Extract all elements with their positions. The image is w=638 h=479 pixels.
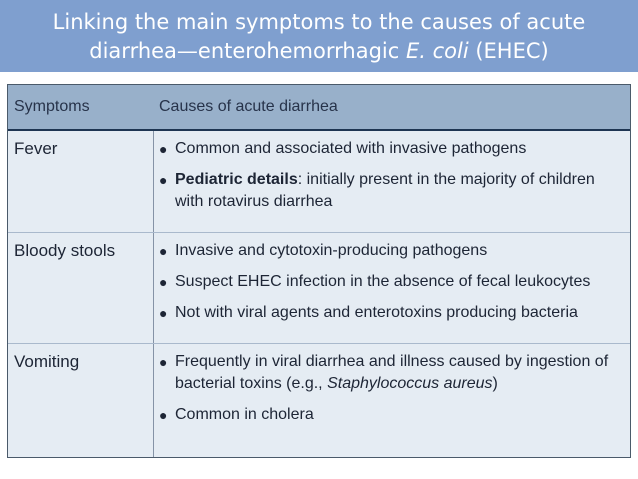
- bullet-icon: ●: [159, 274, 168, 290]
- cause-text: Common in cholera: [175, 406, 314, 423]
- bullet-icon: ●: [159, 354, 168, 370]
- symptom-cell: Bloody stools: [14, 241, 116, 260]
- cause-item: [159, 138, 624, 160]
- table-row-vomiting: [8, 344, 630, 458]
- causes-list: [159, 138, 624, 222]
- symptom-cell: Vomiting: [14, 352, 80, 371]
- cause-item: [159, 351, 624, 395]
- symptom-cell: Fever: [14, 139, 58, 158]
- table-header: [8, 85, 630, 131]
- slide-title-suffix: (EHEC): [468, 39, 549, 63]
- column-header-causes: Causes of acute diarrhea: [159, 98, 338, 115]
- column-header-symptoms: Symptoms: [14, 98, 90, 115]
- bullet-icon: ●: [159, 172, 168, 188]
- cause-text-after: ): [492, 375, 498, 392]
- cause-item: [159, 169, 624, 213]
- cause-item: [159, 240, 624, 262]
- cause-item: [159, 271, 624, 293]
- slide-title-text: diarrhea—enterohemorrhagic: [89, 39, 406, 63]
- cause-bold-label: Pediatric details: [175, 171, 298, 188]
- table-row-fever: [8, 131, 630, 233]
- cause-text: Frequently in viral diarrhea and illness caused by ingestion of bacterial toxins (e.g.,: [175, 353, 609, 392]
- bullet-icon: ●: [159, 243, 168, 259]
- slide-title-line2: [0, 37, 638, 66]
- cause-text: : initially present in the majority of children with rotavirus diarrhea: [175, 171, 595, 210]
- cause-text: Not with viral agents and enterotoxins producing bacteria: [175, 304, 578, 321]
- cause-text: Suspect EHEC infection in the absence of fecal leukocytes: [175, 273, 591, 290]
- cause-italic: Staphylococcus aureus: [327, 375, 493, 392]
- causes-list: [159, 240, 624, 333]
- bullet-icon: ●: [159, 305, 168, 321]
- slide-title: [0, 0, 638, 72]
- table-row-bloody-stools: [8, 233, 630, 344]
- cause-text: Common and associated with invasive pathogens: [175, 140, 527, 157]
- slide-title-line1: Linking the main symptoms to the causes of acute: [52, 10, 586, 34]
- bullet-icon: ●: [159, 141, 168, 157]
- symptoms-table: [7, 84, 631, 458]
- bullet-icon: ●: [159, 407, 168, 423]
- causes-list: [159, 351, 624, 435]
- cause-item: [159, 404, 624, 426]
- cause-text: Invasive and cytotoxin-producing pathogens: [175, 242, 488, 259]
- cause-item: [159, 302, 624, 324]
- slide-title-italic: E. coli: [405, 39, 469, 63]
